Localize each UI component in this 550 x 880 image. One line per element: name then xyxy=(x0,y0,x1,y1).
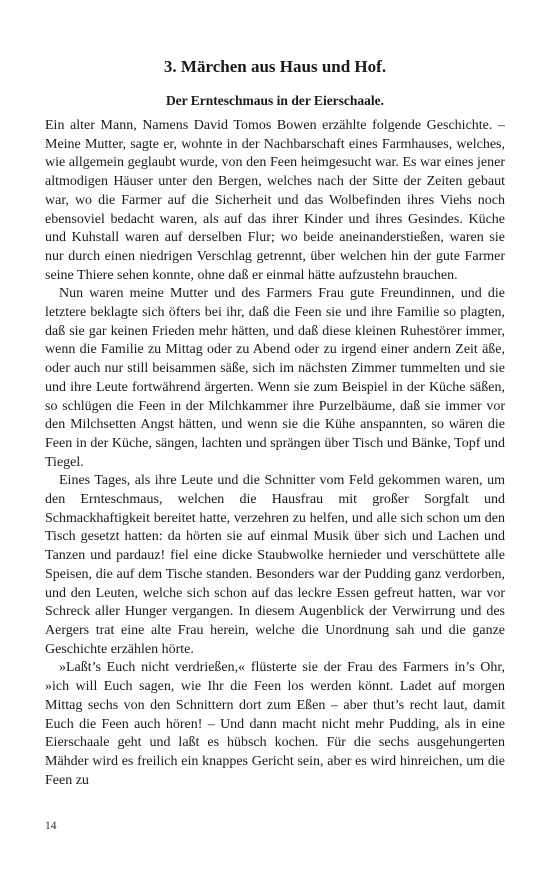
paragraph: Ein alter Mann, Namens David Tomos Bowen erzählte folgende Geschichte. – Meine Mutter, sagte er, wohnte in der Nachbarschaft eines Farmhauses, welches, wie allgemein geglaubt wurde, von den Feen heimgesucht war. Es war eines jener altmodigen Häuser unter den Bergen, welches nach der Sitte der Zeiten gebaut war, wo die Farmer auf die Sicherheit und das Wolbefinden ihres Viehs noch ebensoviel bedacht waren, als auf das ihrer Kinder und ihres Gesindes. Küche und Kuhstall waren auf derselben Flur; wo beide aneinanderstießen, waren sie nur durch einen niedrigen Verschlag getrennt, über welchen hin der gute Farmer seine Thiere sehen konnte, ohne daß er einmal hätte aufzustehn brauchen. xyxy=(45,118,505,283)
section-title: Der Ernteschmaus in der Eierschaale. xyxy=(165,93,385,108)
paragraph: Nun waren meine Mutter und des Farmers Frau gute Freundinnen, und die letztere beklagte sich öfters bei ihr, daß die Feen sie und ihre Familie so plagten, daß sie gar keinen Frieden mehr hätten, und daß diese kleinen Ruhestörer immer, wenn die Familie zu Mittag oder zu Abend oder zu irgend einer andern Zeit äße, oder auch nur still beisammen säße, sich im nächsten Zimmer tummelten und sie und ihre Leute fortwährend ärgerten. Wenn sie zum Beispiel in der Küche säßen, so schlügen die Feen in der Milchkammer ihre Purzelbäume, daß sie immer vor den Milchsetten Angst hätten, und wenn sie die Kühe anspannten, so wären die Feen in der Küche, sängen, lachten und sprängen über Tisch und Bänke, Topf und Tiegel. xyxy=(45,286,505,470)
chapter-title: 3. Märchen aus Haus und Hof. xyxy=(163,57,387,76)
paragraph: »Laßt’s Euch nicht verdrießen,« flüsterte sie der Frau des Farmers in’s Ohr, »ich will Euch sagen, wie Ihr die Feen los werden könnt. Ladet auf morgen Mittag sechs von den Schnittern dort zum Eßen – aber thut’s recht laut, damit Euch die Feen auch hören! – Und dann macht nicht mehr Pudding, als in eine Eierschaale geht und laßt es hübsch kochen. Für die sechs ausgehungerten Mähder wird es freilich ein knappes Gericht sein, aber es wird hinreichen, um die Feen zu xyxy=(45,660,505,788)
paragraph: Eines Tages, als ihre Leute und die Schnitter vom Feld gekommen waren, um den Ernteschmaus, welchen die Hausfrau mit großer Sorgfalt und Schmackhaftigkeit bereitet hatte, verzehren zu helfen, und alle sich schon um den Tisch gesetzt hatten: da hörten sie auf einmal Musik über sich und Lachen und Tanzen und pardauz! fiel eine dicke Staubwolke hernieder und verschüttete alle Speisen, die auf dem Tische standen. Besonders war der Pudding ganz verdorben, und den Leuten, welche sich schon auf das leckre Essen gefreut hatten, war vor Schreck aller Hunger vergangen. In diesem Augenblick der Verwirrung und des Aergers trat eine alte Frau herein, welche die Unordnung sah und die ganze Geschichte erzählen hörte. xyxy=(45,473,505,657)
body-text xyxy=(45,117,505,790)
page-number: 14 xyxy=(45,820,57,832)
